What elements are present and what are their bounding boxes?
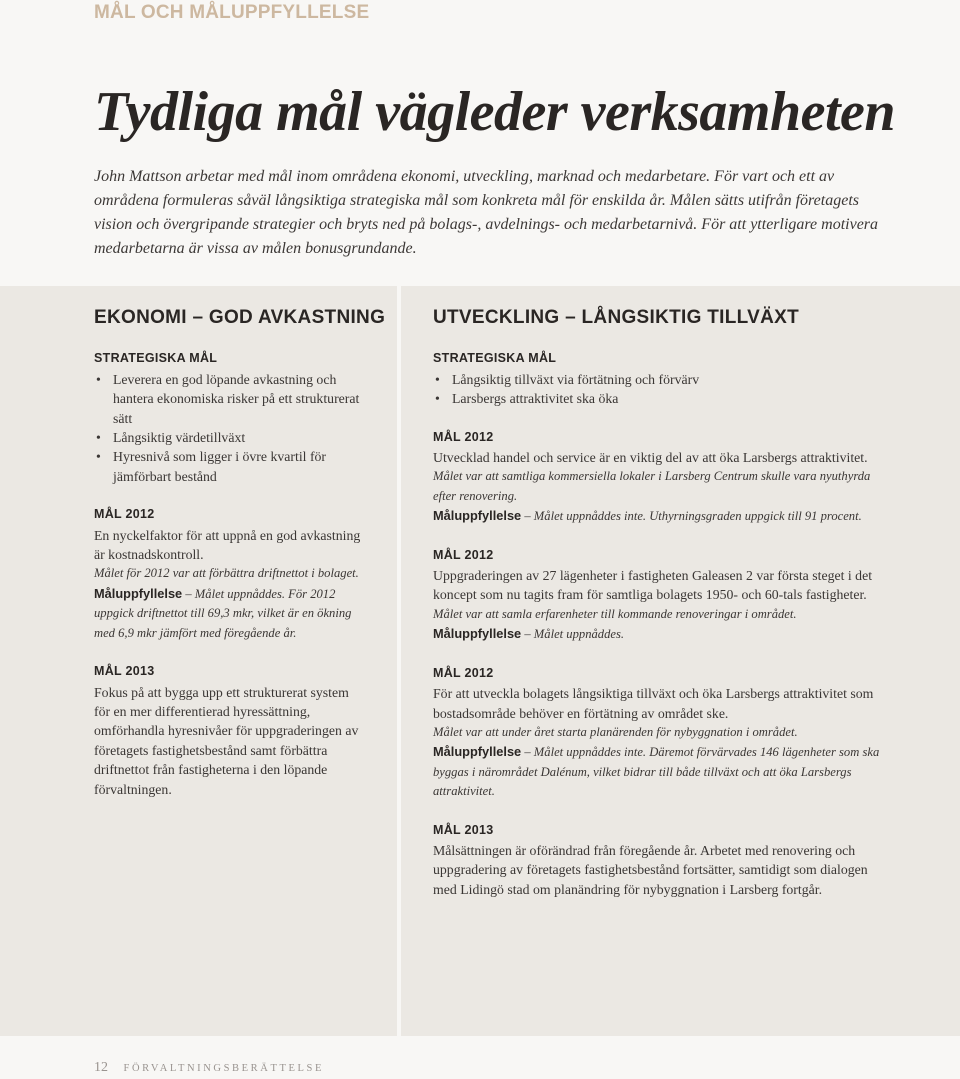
goal-2012-target: Målet var att samla erfarenheter till kommande renoveringar i området. (433, 606, 797, 621)
section-label: MÅL OCH MÅLUPPFYLLELSE (94, 2, 370, 23)
list-item: • Långsiktig värdetillväxt (94, 428, 364, 447)
footer-section-label: FÖRVALTNINGSBERÄTTELSE (123, 1063, 324, 1074)
goal-2012-fulfillment (433, 742, 883, 801)
economy-column (94, 307, 386, 799)
goal-2012-target: Målet för 2012 var att förbättra driftnettot i bolaget. (94, 566, 359, 581)
goal-2012-target: Målet var att under året starta planärenden för nybyggnation i området. (433, 724, 798, 739)
goal-2013-text: Fokus på att bygga upp ett strukturerat system för en mer differentierad hyressättning, omförhandla hyresnivåer för uppgraderingen av företagets fastighetsbestånd samt förbättra driftnettot från fastigheterna i den löpande förvaltningen. (94, 684, 359, 797)
goal-2012-target: Målet var att samtliga kommersiella lokaler i Larsberg Centrum skulle vara nyuthyrda efter renovering. (433, 469, 871, 503)
strategic-goals-list (433, 370, 883, 409)
fulfillment-text: – Målet uppnåddes. För 2012 uppgick driftnettot till 69,3 mkr, vilket är en ökning med 6,9 mkr jämfört med föregående år. (94, 586, 352, 640)
fulfillment-label: Måluppfyllelse (433, 744, 522, 760)
strategic-goals-heading: STRATEGISKA MÅL (94, 351, 218, 366)
goal-2012-heading: MÅL 2012 (433, 429, 494, 444)
goal-2013-text: Målsättningen är oförändrad från föregående år. Arbetet med renovering och uppgradering av företagets fastighetsbestånd fortsätter, samtidigt som dialogen med Lidingö stad om planändring för nybyggnation i Larsberg fortgår. (433, 842, 868, 897)
economy-heading: EKONOMI – GOD AVKASTNING (94, 307, 386, 328)
fulfillment-text: – Målet uppnåddes inte. Uthyrningsgraden uppgick till 91 procent. (521, 509, 862, 524)
goal-2012-heading: MÅL 2012 (94, 507, 155, 522)
fulfillment-text: – Målet uppnåddes inte. Däremot förvärvades 146 lägenheter som ska byggas i närområdet Dalénum, vilket bidrar till både tillväxt och att öka Larsbergs attraktivitet. (433, 745, 880, 799)
list-item: • Långsiktig tillväxt via förtätning och förvärv (433, 370, 883, 389)
page-footer (94, 1060, 324, 1076)
page-number: 12 (94, 1060, 108, 1075)
intro-paragraph: John Mattson arbetar med mål inom områdena ekonomi, utveckling, marknad och medarbetare. För vart och ett av områdena formuleras såväl långsiktiga strategiska mål som konkreta mål för enskilda år. Målen sätts utifrån företagets vision och övergripande strategier och bryts ned på bolags-, avdelnings- och medarbetarnivå. För att ytterligare motivera medarbetarna är vissa av målen bonusgrundande. (94, 168, 879, 257)
goal-2013-heading: MÅL 2013 (94, 664, 155, 679)
list-item: • Leverera en god löpande avkastning och hantera ekonomiska risker på ett strukturerat sätt (94, 370, 364, 428)
strategic-goals-heading: STRATEGISKA MÅL (433, 351, 557, 366)
goal-2012-text: Utvecklad handel och service är en viktig del av att öka Larsbergs attraktivitet. (433, 450, 868, 466)
strategic-goals-list (94, 370, 364, 486)
fulfillment-label: Måluppfyllelse (433, 508, 522, 524)
goal-2012-fulfillment (433, 506, 883, 526)
goal-2012-text: För att utveckla bolagets långsiktiga tillväxt och öka Larsbergs attraktivitet som bostadsområde behöver en förtätning av området ske. (433, 686, 874, 721)
goal-2012-text: En nyckelfaktor för att uppnå en god avkastning är kostnadskontroll. (94, 527, 361, 563)
fulfillment-label: Måluppfyllelse (433, 626, 522, 642)
goal-2012-heading: MÅL 2012 (433, 547, 494, 562)
development-column (433, 308, 883, 899)
page-title: Tydliga mål vägleder verksamheten (94, 81, 896, 143)
list-item: • Larsbergs attraktivitet ska öka (433, 389, 883, 408)
goal-2012-heading: MÅL 2012 (433, 665, 494, 680)
goal-2012-fulfillment (433, 624, 883, 644)
goal-2012-fulfillment (94, 584, 364, 643)
goal-2012-text: Uppgraderingen av 27 lägenheter i fastigheten Galeasen 2 var första steget i det koncept som nu tagits fram för samtliga bolagets 1950- och 60-tals fastigheter. (433, 568, 873, 603)
fulfillment-text: – Målet uppnåddes. (521, 627, 625, 642)
goal-2013-heading: MÅL 2013 (433, 822, 494, 837)
development-heading: UTVECKLING – LÅNGSIKTIG TILLVÄXT (433, 307, 800, 328)
list-item: • Hyresnivå som ligger i övre kvartil för jämförbart bestånd (94, 447, 364, 486)
fulfillment-label: Måluppfyllelse (94, 585, 183, 601)
